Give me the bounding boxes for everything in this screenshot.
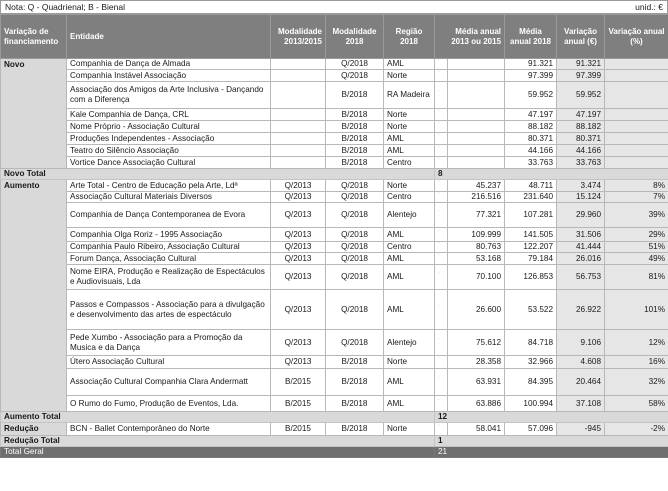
avg-2018: 231.640 [505,192,557,203]
annual-variation-eur: 26.016 [557,253,605,265]
entity-name: Companhia Olga Roriz - 1995 Associação [67,228,271,242]
modality-2013-2015: Q/2013 [271,180,326,192]
avg-2013-2015: 28.358 [448,356,505,369]
region-2018: AML [384,145,435,157]
annual-variation-eur: 80.371 [557,133,605,145]
annual-variation-pct [605,59,668,70]
cell-marker: ˙ [435,82,448,109]
avg-2013-2015: 45.237 [448,180,505,192]
annual-variation-eur: 97.399 [557,70,605,82]
group-total-label: Aumento Total [1,412,435,423]
financing-table [0,14,668,458]
modality-2018: B/2018 [326,121,384,133]
entity-name: Forum Dança, Associação Cultural [67,253,271,265]
modality-2013-2015: Q/2013 [271,356,326,369]
annual-variation-eur: 26.922 [557,290,605,330]
modality-2013-2015 [271,133,326,145]
group-total-row [1,169,668,180]
cell-marker: ˙ [435,121,448,133]
avg-2013-2015: 63.931 [448,369,505,396]
avg-2013-2015 [448,133,505,145]
modality-2013-2015 [271,157,326,169]
modality-2018: B/2018 [326,369,384,396]
avg-2018: 33.763 [505,157,557,169]
annual-variation-eur: 3.474 [557,180,605,192]
annual-variation-pct: 58% [605,396,668,412]
annual-variation-pct [605,121,668,133]
annual-variation-pct: -2% [605,423,668,436]
annual-variation-pct [605,82,668,109]
group-label: Aumento [1,180,67,412]
avg-2018: 47.197 [505,109,557,121]
cell-marker: ˙ [435,109,448,121]
header-mod-2018: Modalidade 2018 [326,15,384,59]
modality-2018: B/2018 [326,423,384,436]
region-2018: Norte [384,423,435,436]
avg-2018: 141.505 [505,228,557,242]
annual-variation-pct: 32% [605,369,668,396]
avg-2018: 91.321 [505,59,557,70]
avg-2013-2015: 53.168 [448,253,505,265]
modality-2018: Q/2018 [326,253,384,265]
modality-2013-2015: B/2015 [271,369,326,396]
entity-name: Kale Companhia de Dança, CRL [67,109,271,121]
entity-name: Produções Independentes - Associação [67,133,271,145]
avg-2013-2015: 58.041 [448,423,505,436]
cell-marker: ˙ [435,192,448,203]
modality-2018: Q/2018 [326,192,384,203]
table-row [1,242,668,253]
avg-2018: 84.395 [505,369,557,396]
modality-2013-2015 [271,70,326,82]
region-2018: AML [384,59,435,70]
annual-variation-eur: -945 [557,423,605,436]
avg-2018: 57.096 [505,423,557,436]
avg-2013-2015 [448,121,505,133]
entity-name: Passos e Compassos - Associação para a divulgação e desenvolvimento das artes de espectáculo [67,290,271,330]
region-2018: AML [384,369,435,396]
avg-2018: 84.718 [505,330,557,356]
avg-2018: 48.711 [505,180,557,192]
modality-2018: Q/2018 [326,70,384,82]
note-bar [0,0,668,14]
annual-variation-pct: 16% [605,356,668,369]
region-2018: Centro [384,192,435,203]
group-total-count: 8 [435,169,668,180]
region-2018: Norte [384,121,435,133]
entity-name: Associação Cultural Companhia Clara Andermatt [67,369,271,396]
cell-marker: ˙ [435,253,448,265]
table-row [1,133,668,145]
avg-2018: 107.281 [505,203,557,228]
annual-variation-eur: 91.321 [557,59,605,70]
table-row [1,180,668,192]
modality-2018: Q/2018 [326,330,384,356]
table-row [1,121,668,133]
annual-variation-pct [605,157,668,169]
table-row [1,290,668,330]
header-media-1315: Média anual 2013 ou 2015 [435,15,505,59]
cell-marker: ˙ [435,265,448,290]
avg-2018: 97.399 [505,70,557,82]
modality-2018: Q/2018 [326,265,384,290]
avg-2018: 53.522 [505,290,557,330]
avg-2018: 44.166 [505,145,557,157]
grand-total-row [1,447,668,458]
table-row [1,396,668,412]
annual-variation-eur: 29.960 [557,203,605,228]
group-total-label: Novo Total [1,169,435,180]
avg-2013-2015: 216.516 [448,192,505,203]
annual-variation-pct: 29% [605,228,668,242]
modality-2013-2015 [271,121,326,133]
annual-variation-pct [605,145,668,157]
cell-marker: ˙ [435,369,448,396]
entity-name: Companhia Paulo Ribeiro, Associação Cultural [67,242,271,253]
region-2018: AML [384,265,435,290]
annual-variation-eur: 44.166 [557,145,605,157]
modality-2013-2015 [271,59,326,70]
avg-2013-2015 [448,70,505,82]
modality-2013-2015: B/2015 [271,396,326,412]
entity-name: O Rumo do Fumo, Produção de Eventos, Lda. [67,396,271,412]
group-label: Novo [1,59,67,169]
annual-variation-eur: 41.444 [557,242,605,253]
table-row [1,59,668,70]
avg-2013-2015: 75.612 [448,330,505,356]
modality-2013-2015: Q/2013 [271,192,326,203]
cell-marker: ˙ [435,145,448,157]
modality-2013-2015 [271,145,326,157]
annual-variation-eur: 9.106 [557,330,605,356]
avg-2013-2015: 26.600 [448,290,505,330]
annual-variation-eur: 88.182 [557,121,605,133]
table-row [1,423,668,436]
entity-name: Associação dos Amigos da Arte Inclusiva - Dançando com a Diferença [67,82,271,109]
region-2018: AML [384,133,435,145]
entity-name: Nome EIRA, Produção e Realização de Espectáculos e Audiovisuais, Lda [67,265,271,290]
group-total-label: Redução Total [1,436,435,447]
cell-marker: ˙ [435,203,448,228]
entity-name: Pede Xumbo - Associação para a Promoção da Musica e da Dança [67,330,271,356]
avg-2013-2015: 63.886 [448,396,505,412]
annual-variation-pct: 7% [605,192,668,203]
avg-2018: 80.371 [505,133,557,145]
annual-variation-pct: 49% [605,253,668,265]
modality-2013-2015 [271,109,326,121]
header-var-eur: Variação anual (€) [557,15,605,59]
modality-2018: B/2018 [326,133,384,145]
cell-marker: ˙ [435,180,448,192]
annual-variation-pct: 12% [605,330,668,356]
cell-marker: ˙ [435,133,448,145]
table-row [1,265,668,290]
cell-marker: ˙ [435,157,448,169]
region-2018: Norte [384,70,435,82]
header-entidade: Entidade [67,15,271,59]
header-var-pct: Variação anual (%) [605,15,668,59]
avg-2018: 59.952 [505,82,557,109]
region-2018: Alentejo [384,330,435,356]
annual-variation-pct [605,70,668,82]
region-2018: Centro [384,242,435,253]
annual-variation-pct: 81% [605,265,668,290]
modality-2018: B/2018 [326,145,384,157]
region-2018: RA Madeira [384,82,435,109]
entity-name: Vortice Dance Associação Cultural [67,157,271,169]
modality-2013-2015: Q/2013 [271,330,326,356]
avg-2013-2015: 80.763 [448,242,505,253]
modality-2018: Q/2018 [326,59,384,70]
entity-name: BCN - Ballet Contemporâneo do Norte [67,423,271,436]
cell-marker: ˙ [435,330,448,356]
modality-2013-2015: B/2015 [271,423,326,436]
annual-variation-eur: 31.506 [557,228,605,242]
cell-marker: ˙ [435,423,448,436]
group-label: Redução [1,423,67,436]
annual-variation-eur: 37.108 [557,396,605,412]
entity-name: Útero Associação Cultural [67,356,271,369]
table-row [1,228,668,242]
modality-2018: B/2018 [326,157,384,169]
note-legend: Nota: Q - Quadrienal; B - Bienal [5,2,126,12]
table-row [1,82,668,109]
region-2018: AML [384,290,435,330]
table-row [1,157,668,169]
header-var-financ: Variação de financiamento [1,15,67,59]
group-total-count: 1 [435,436,668,447]
annual-variation-eur: 20.464 [557,369,605,396]
cell-marker: ˙ [435,242,448,253]
modality-2013-2015: Q/2013 [271,242,326,253]
modality-2018: Q/2018 [326,228,384,242]
cell-marker: ˙ [435,356,448,369]
annual-variation-pct: 39% [605,203,668,228]
annual-variation-pct: 51% [605,242,668,253]
table-row [1,70,668,82]
avg-2018: 126.853 [505,265,557,290]
modality-2018: Q/2018 [326,203,384,228]
table-row [1,109,668,121]
annual-variation-pct [605,109,668,121]
region-2018: Alentejo [384,203,435,228]
modality-2018: B/2018 [326,82,384,109]
table-row [1,203,668,228]
modality-2018: B/2018 [326,109,384,121]
modality-2018: Q/2018 [326,180,384,192]
avg-2018: 88.182 [505,121,557,133]
group-total-row [1,412,668,423]
annual-variation-eur: 47.197 [557,109,605,121]
table-row [1,253,668,265]
avg-2013-2015 [448,157,505,169]
region-2018: AML [384,253,435,265]
modality-2013-2015: Q/2013 [271,265,326,290]
entity-name: Arte Total - Centro de Educação pela Arte, Ldª [67,180,271,192]
modality-2018: Q/2018 [326,290,384,330]
avg-2018: 122.207 [505,242,557,253]
annual-variation-pct [605,133,668,145]
modality-2013-2015 [271,82,326,109]
annual-variation-eur: 59.952 [557,82,605,109]
entity-name: Companhia de Dança de Almada [67,59,271,70]
modality-2013-2015: Q/2013 [271,203,326,228]
avg-2013-2015: 109.999 [448,228,505,242]
header-row [1,15,668,59]
header-regiao: Região 2018 [384,15,435,59]
avg-2013-2015: 77.321 [448,203,505,228]
table-row [1,192,668,203]
entity-name: Associação Cultural Materiais Diversos [67,192,271,203]
avg-2013-2015 [448,145,505,157]
region-2018: Norte [384,180,435,192]
modality-2018: Q/2018 [326,242,384,253]
annual-variation-eur: 15.124 [557,192,605,203]
modality-2018: B/2018 [326,356,384,369]
header-media-2018: Média anual 2018 [505,15,557,59]
annual-variation-eur: 33.763 [557,157,605,169]
annual-variation-eur: 56.753 [557,265,605,290]
table-row [1,145,668,157]
modality-2018: B/2018 [326,396,384,412]
entity-name: Companhia Instável Associação [67,70,271,82]
entity-name: Companhia de Dança Contemporanea de Evora [67,203,271,228]
region-2018: Norte [384,109,435,121]
annual-variation-pct: 101% [605,290,668,330]
region-2018: Norte [384,356,435,369]
annual-variation-pct: 8% [605,180,668,192]
region-2018: Centro [384,157,435,169]
modality-2013-2015: Q/2013 [271,290,326,330]
cell-marker: ˙ [435,70,448,82]
modality-2013-2015: Q/2013 [271,253,326,265]
avg-2013-2015: 70.100 [448,265,505,290]
cell-marker: ˙ [435,59,448,70]
modality-2013-2015: Q/2013 [271,228,326,242]
avg-2018: 32.966 [505,356,557,369]
cell-marker: ˙ [435,396,448,412]
avg-2013-2015 [448,82,505,109]
note-unit: unid.: € [635,2,663,12]
cell-marker: ˙ [435,290,448,330]
avg-2018: 100.994 [505,396,557,412]
table-row [1,330,668,356]
avg-2018: 79.184 [505,253,557,265]
region-2018: AML [384,228,435,242]
avg-2013-2015 [448,59,505,70]
table-row [1,356,668,369]
entity-name: Teatro do Silêncio Associação [67,145,271,157]
avg-2013-2015 [448,109,505,121]
cell-marker: ˙ [435,228,448,242]
group-total-count: 12 [435,412,668,423]
grand-total-count: 21 [435,447,668,458]
table-body [1,59,668,458]
group-total-row [1,436,668,447]
table-row [1,369,668,396]
entity-name: Nome Próprio - Associação Cultural [67,121,271,133]
grand-total-label: Total Geral [1,447,435,458]
region-2018: AML [384,396,435,412]
header-mod-1315: Modalidade 2013/2015 [271,15,326,59]
annual-variation-eur: 4.608 [557,356,605,369]
